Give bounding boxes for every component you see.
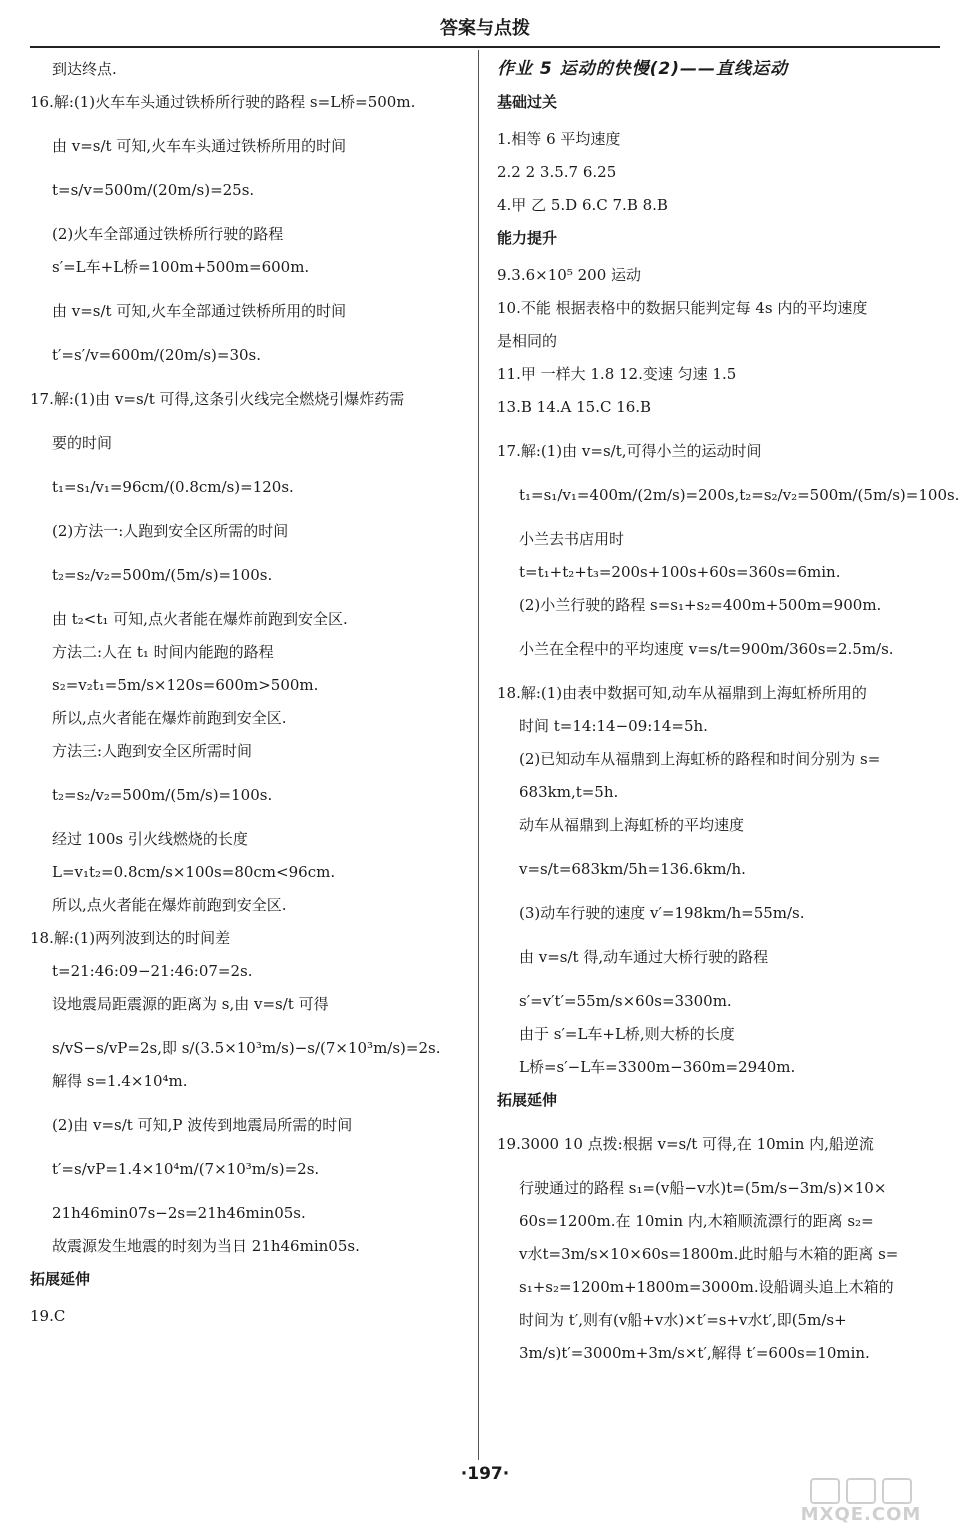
text-line: 时间 t=14:14−09:14=5h.: [519, 717, 708, 735]
page-header: [30, 14, 940, 48]
text-line: 方法三:人跑到安全区所需时间: [52, 742, 253, 760]
text-line: 所以,点火者能在爆炸前跑到安全区.: [52, 709, 287, 727]
watermark-text: MXQE.COM: [800, 1504, 922, 1525]
text-line: s₂=v₂t₁=5m/s×120s=600m>500m.: [52, 676, 319, 694]
text-line: 9.3.6×10⁵ 200 运动: [497, 266, 642, 284]
text-line: 13.B 14.A 15.C 16.B: [497, 398, 652, 416]
text-line: 10.不能 根据表格中的数据只能判定每 4s 内的平均速度: [497, 299, 868, 317]
section-heading: 能力提升: [497, 229, 558, 247]
text-line: 设地震局距震源的距离为 s,由 v=s/t 可得: [52, 995, 329, 1013]
watermark-logo: [786, 1478, 936, 1528]
text-line: t=s/v=500m/(20m/s)=25s.: [52, 181, 255, 199]
text-line: 11.甲 一样大 1.8 12.变速 匀速 1.5: [497, 365, 737, 383]
text-line: t=21:46:09−21:46:07=2s.: [52, 962, 253, 980]
text-line: (3)动车行驶的速度 v′=198km/h=55m/s.: [519, 904, 805, 922]
text-line: 60s=1200m.在 10min 内,木箱顺流漂行的距离 s₂=: [519, 1212, 874, 1230]
text-line: t₂=s₂/v₂=500m/(5m/s)=100s.: [52, 786, 273, 804]
section-heading: 基础过关: [497, 93, 558, 111]
text-line: 行驶通过的路程 s₁=(v船−v水)t=(5m/s−3m/s)×10×: [519, 1179, 887, 1197]
section-heading: 拓展延伸: [497, 1091, 558, 1109]
left-column: [30, 58, 475, 1327]
text-line: (2)由 v=s/t 可知,P 波传到地震局所需的时间: [52, 1116, 353, 1134]
text-line: 19.C: [30, 1307, 66, 1325]
text-line: 16.解:(1)火车车头通过铁桥所行驶的路程 s=L桥=500m.: [30, 93, 416, 111]
text-line: 要的时间: [52, 434, 113, 452]
text-line: s′=v′t′=55m/s×60s=3300m.: [519, 992, 732, 1010]
text-line: 小兰去书店用时: [519, 530, 625, 548]
text-line: s/vS−s/vP=2s,即 s/(3.5×10³m/s)−s/(7×10³m/s)=2s.: [52, 1039, 441, 1057]
right-column: [497, 58, 960, 1364]
text-line: 解得 s=1.4×10⁴m.: [52, 1072, 188, 1090]
section-heading: 拓展延伸: [30, 1270, 91, 1288]
text-line: 所以,点火者能在爆炸前跑到安全区.: [52, 896, 287, 914]
text-line: t₁=s₁/v₁=400m/(2m/s)=200s,t₂=s₂/v₂=500m/(5m/s)=100s.: [519, 486, 960, 504]
text-line: s′=L车+L桥=100m+500m=600m.: [52, 258, 310, 276]
text-line: 683km,t=5h.: [519, 783, 619, 801]
text-line: t′=s/vP=1.4×10⁴m/(7×10³m/s)=2s.: [52, 1160, 320, 1178]
text-line: 动车从福鼎到上海虹桥的平均速度: [519, 816, 745, 834]
text-line: 时间为 t′,则有(v船+v水)×t′=s+v水t′,即(5m/s+: [519, 1311, 847, 1329]
column-divider: [478, 50, 479, 1460]
text-line: 18.解:(1)由表中数据可知,动车从福鼎到上海虹桥所用的: [497, 684, 867, 702]
text-line: (2)火车全部通过铁桥所行驶的路程: [52, 225, 284, 243]
text-line: 到达终点.: [52, 60, 117, 78]
text-line: 小兰在全程中的平均速度 v=s/t=900m/360s=2.5m/s.: [519, 640, 894, 658]
text-line: (2)方法一:人跑到安全区所需的时间: [52, 522, 289, 540]
text-line: v水t=3m/s×10×60s=1800m.此时船与木箱的距离 s=: [519, 1245, 899, 1263]
text-line: 19.3000 10 点拨:根据 v=s/t 可得,在 10min 内,船逆流: [497, 1135, 874, 1153]
text-line: 4.甲 乙 5.D 6.C 7.B 8.B: [497, 196, 668, 214]
text-line: t′=s′/v=600m/(20m/s)=30s.: [52, 346, 261, 364]
text-line: t=t₁+t₂+t₃=200s+100s+60s=360s=6min.: [519, 563, 841, 581]
text-line: 由 t₂<t₁ 可知,点火者能在爆炸前跑到安全区.: [52, 610, 348, 628]
text-line: 3m/s)t′=3000m+3m/s×t′,解得 t′=600s=10min.: [519, 1344, 870, 1362]
text-line: 方法二:人在 t₁ 时间内能跑的路程: [52, 643, 274, 661]
text-line: 由 v=s/t 可知,火车全部通过铁桥所用的时间: [52, 302, 347, 320]
homework-title: 作业 5 运动的快慢(2)——直线运动: [497, 59, 789, 79]
text-line: 由 v=s/t 得,动车通过大桥行驶的路程: [519, 948, 769, 966]
text-line: t₁=s₁/v₁=96cm/(0.8cm/s)=120s.: [52, 478, 294, 496]
page-number: ·197·: [460, 1464, 510, 1484]
text-line: 由 v=s/t 可知,火车车头通过铁桥所用的时间: [52, 137, 347, 155]
text-line: s₁+s₂=1200m+1800m=3000m.设船调头追上木箱的: [519, 1278, 894, 1296]
text-line: 2.2 2 3.5.7 6.25: [497, 163, 617, 181]
text-line: 21h46min07s−2s=21h46min05s.: [52, 1204, 306, 1222]
text-line: 1.相等 6 平均速度: [497, 130, 621, 148]
text-line: 是相同的: [497, 332, 558, 350]
text-line: 17.解:(1)由 v=s/t 可得,这条引火线完全燃烧引爆炸药需: [30, 390, 405, 408]
text-line: 经过 100s 引火线燃烧的长度: [52, 830, 248, 848]
text-line: 18.解:(1)两列波到达的时间差: [30, 929, 231, 947]
text-line: L=v₁t₂=0.8cm/s×100s=80cm<96cm.: [52, 863, 336, 881]
text-line: 17.解:(1)由 v=s/t,可得小兰的运动时间: [497, 442, 762, 460]
text-line: t₂=s₂/v₂=500m/(5m/s)=100s.: [52, 566, 273, 584]
header-title: 答案与点拨: [440, 18, 530, 39]
text-line: (2)已知动车从福鼎到上海虹桥的路程和时间分别为 s=: [519, 750, 881, 768]
text-line: (2)小兰行驶的路程 s=s₁+s₂=400m+500m=900m.: [519, 596, 882, 614]
text-line: v=s/t=683km/5h=136.6km/h.: [519, 860, 746, 878]
text-line: 由于 s′=L车+L桥,则大桥的长度: [519, 1025, 735, 1043]
text-line: 故震源发生地震的时刻为当日 21h46min05s.: [52, 1237, 360, 1255]
text-line: L桥=s′−L车=3300m−360m=2940m.: [519, 1058, 796, 1076]
watermark-icon: [786, 1478, 936, 1504]
